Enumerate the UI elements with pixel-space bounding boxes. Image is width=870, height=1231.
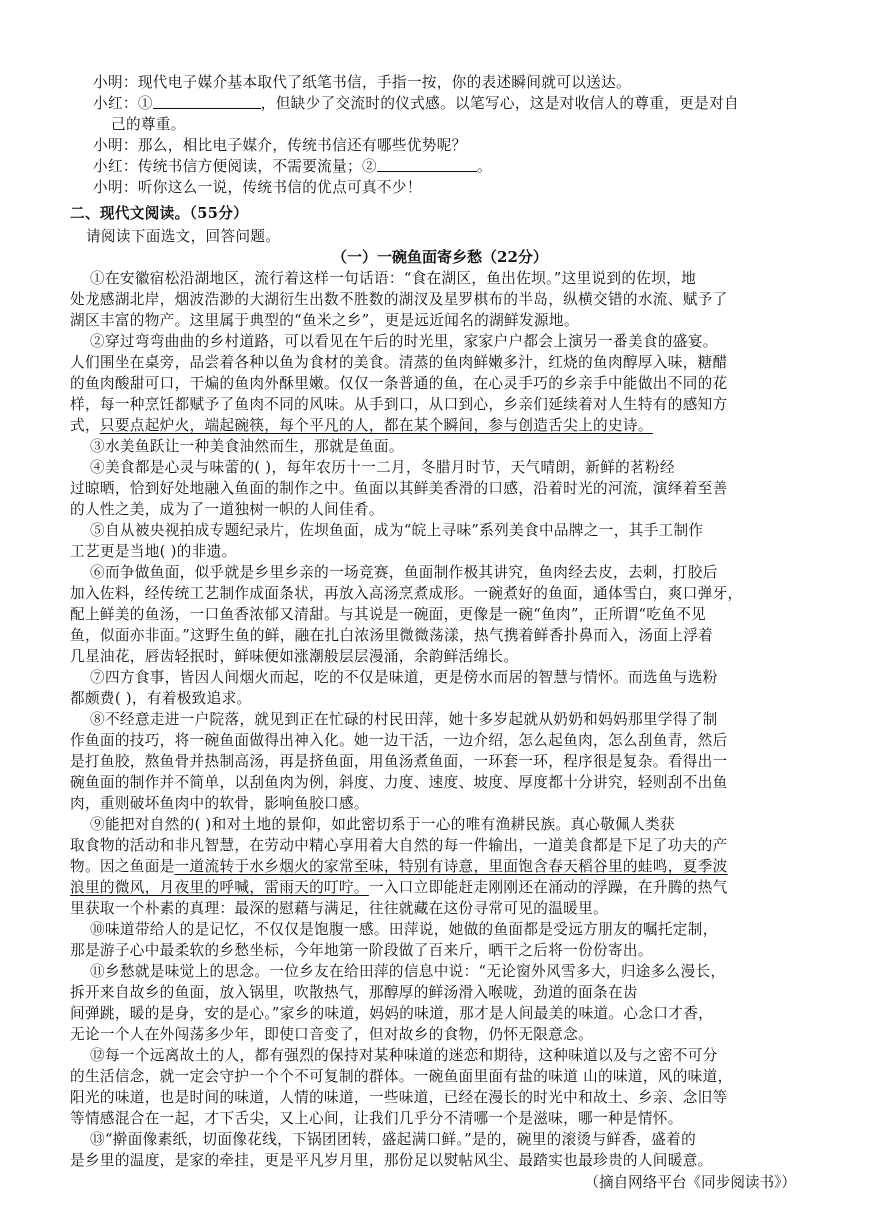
article-line: ⑬“擀面像素纸，切面像花线，下锅团团转，盛起满口鲜。”是的，碗里的滚烫与鲜香，盛着的 [90,1131,697,1148]
article-line: 几星油花，唇齿轻抿时，鲜味便如涨潮般层层漫涌，余韵鲜活绵长。 [70,648,519,665]
article-line: 无论一个人在外闯荡多少年，即使口音变了，但对故乡的食物，仍怀无限意念。 [70,1026,594,1043]
article-line: ⑧不经意走进一户院落，就见到正在忙碌的村民田萍，她十多岁起就从奶奶和妈妈那里学得了制 [90,711,718,728]
dialogue-line-6: 小明：听你这么一说，传统书信的优点可真不少！ [93,179,422,196]
article-line: 湖区丰富的物产。这里属于典型的“鱼米之乡”，更是远近闻名的湖鲜发源地。 [70,312,579,329]
instruction: 请阅读下面选文，回答问题。 [86,228,281,245]
article-line-underlined [70,877,810,898]
article-line-underlined [70,415,810,436]
dialogue-line-5 [93,156,833,177]
dialogue-line-2 [93,93,833,114]
article-line: ⑤自从被央视拍成专题纪录片，佐坝鱼面，成为“皖上寻味”系列美食中品牌之一，其手工制作 [90,522,704,539]
article-line: ⑥而争做鱼面，似乎就是乡里乡亲的一场竞赛，鱼面制作极其讲究，鱼肉经去皮，去刺，打胶后 [90,564,718,581]
dialogue-speaker-text: 小红：① [93,95,153,112]
article-line: 加入佐料，经传统工艺制作成面条状，再放入高汤烹煮成形。一碗煮好的鱼面，通体雪白，爽口弹牙， [70,585,743,602]
article-line: ⑩味道带给人的是记忆，不仅仅是饱腹一感。田萍说，她做的鱼面都是受远方朋友的嘱托定制， [90,921,718,938]
dialogue-end: 。 [476,158,492,175]
article-line: 人们围坐在桌旁，品尝着各种以鱼为食材的美食。清蒸的鱼肉鲜嫩多汁，红烧的鱼肉醇厚入味，糖醋 [70,354,728,371]
underlined-sentence-1: 只要点起炉火，端起碗筷，每个平凡的人，都在某个瞬间，参与创造舌尖上的史诗。 [99,417,653,434]
article-line: 里获取一个朴素的真理：最深的慰藉与满足，往往就藏在这份寻常可见的温暖里。 [70,900,608,917]
article-line: 肉，重则破坏鱼肉中的软骨，影响鱼胶口感。 [70,795,369,812]
article-line: ⑦四方食事，皆因人间烟火而起，吃的不仅是味道，更是傍水而居的智慧与情怀。而选鱼与选粉 [90,669,718,686]
article-text: 一入口立即能赶走刚刚还在涌动的浮躁，在升腾的热气 [368,879,728,896]
article-line: 工艺更是当地( )的非遗。 [70,543,237,560]
article-title: （一）一碗鱼面寄乡愁（22分） [332,248,548,266]
dialogue-speaker-text: 小红：传统书信方便阅读，不需要流量；② [93,158,377,175]
article-line: 作鱼面的技巧，将一碗鱼面做得出神入化。她一边干活，一边介绍，怎么起鱼肉，怎么刮鱼青，然后 [70,732,728,749]
article-line: ⑪乡愁就是味觉上的思念。一位乡友在给田萍的信息中说：“无论窗外风雪多大，归途多么漫长， [90,963,726,980]
answer-blank-2[interactable] [377,156,477,172]
dialogue-line-3: 己的尊重。 [111,116,186,133]
source-citation: （摘自网络平台《同步阅读书》） [584,1174,796,1191]
article-text: 物。因之鱼面是 [70,858,175,875]
article-line: ④美食都是心灵与味蕾的( )，每年农历十一二月，冬腊月时节，天气晴朗，新鲜的茗粉经 [90,459,675,476]
article-line: 的人性之美，成为了一道独树一帜的人间佳肴。 [70,501,384,518]
article-line: ②穿过弯弯曲曲的乡村道路，可以看见在午后的时光里，家家户户都会上演另一番美食的盛宴。 [90,333,718,350]
article-line: 配上鲜美的鱼汤，一口鱼香浓郁又清甜。与其说是一碗面，更像是一碗“鱼肉”，正所谓“吃鱼不见 [70,606,707,623]
article-line: 阳光的味道，也是时间的味道，人情的味道，一些味道，已经在漫长的时光中和故土、乡亲、念旧等 [70,1089,728,1106]
article-line: 拆开来自故乡的鱼面，放入锅里，吹散热气，那醇厚的鲜汤滑入喉咙，劲道的面条在齿 [70,984,638,1001]
article-line: ③水美鱼跃让一种美食油然而生，那就是鱼面。 [90,438,404,455]
underlined-sentence-2-cont: 浪里的微风，月夜里的呼喊，雷雨天的叮咛。 [70,879,369,896]
article-line: 鱼，似面亦非面。”这野生鱼的鲜，融在扎白浓汤里微微荡漾，热气携着鲜香扑鼻而入，汤面上浮着 [70,627,714,644]
article-line: 那是游子心中最柔软的乡愁坐标，今年地第一阶段做了百来斤，晒干之后将一份份寄出。 [70,942,653,959]
article-line: ⑫每一个远离故土的人，都有强烈的保持对某种味道的迷恋和期待，这种味道以及与之密不可分 [90,1047,718,1064]
article-line: 是打鱼胶，熬鱼骨并热制高汤，再是挤鱼面，用鱼汤煮鱼面，一环套一环，程序很是复杂。看得出一 [70,753,728,770]
article-line: 等情感混合在一起，才下舌尖，又上心间，让我们几乎分不清哪一个是滋味，哪一种是情怀。 [70,1110,683,1127]
article-line: 取食物的活动和非凡智慧，在劳动中精心享用着大自然的每一件输出，一道美食都是下足了功夫的产 [70,837,728,854]
article-line: ①在安徽宿松沿湖地区，流行着这样一句话语：“食在湖区，鱼出佐坝。”这里说到的佐坝，地 [90,270,697,287]
article-line: 样，每一种烹饪都赋予了鱼肉不同的风味。从手到口，从口到心，乡亲们延续着对人生特有的感知方 [70,396,728,413]
article-line-underlined [70,856,810,877]
article-line: 的鱼肉酸甜可口，干煸的鱼肉外酥里嫩。仅仅一条普通的鱼，在心灵手巧的乡亲手中能做出不同的花 [70,375,728,392]
article-line: ⑨能把对自然的( )和对土地的景仰，如此密切系于一心的唯有渔耕民族。真心敬佩人类获 [90,816,675,833]
dialogue-text: ，但缺少了交流时的仪式感。以笔写心，这是对收信人的尊重，更是对自 [260,95,739,112]
section-heading: 二、现代文阅读。（55分） [70,205,249,222]
dialogue-line-1: 小明：现代电子媒介基本取代了纸笔书信，手指一按，你的表述瞬间就可以送达。 [93,74,631,91]
article-line: 的生活信念，就一定会守护一个个不可复制的群体。一碗鱼面里面有盐的味道 山的味道，风的味道， [70,1068,733,1085]
answer-blank-1[interactable] [153,93,261,109]
article-line: 都颇费( )，有着极致追求。 [70,690,252,707]
article-line: 间弹跳，暖的是身，安的是心。”家乡的味道，妈妈的味道，那才是人间最美的味道。心念口才香， [70,1005,714,1022]
article-text: 式， [70,417,100,434]
article-line: 是乡里的温度，是家的牵挂，更是平凡岁月里，那份足以熨帖风尘、最踏实也最珍贵的人间暖意。 [70,1152,713,1169]
article-line: 碗鱼面的制作并不简单，以刮鱼肉为例，斜度、力度、速度、坡度、厚度都十分讲究，轻则刮不出鱼 [70,774,728,791]
underlined-sentence-2: 一道流转于水乡烟火的家常至味，特别有诗意，里面饱含春天稻谷里的蛙鸣，夏季波 [174,858,728,875]
dialogue-line-4: 小明：那么，相比电子媒介，传统书信还有哪些优势呢？ [93,137,467,154]
article-line: 处龙感湖北岸，烟波浩渺的大湖衍生出数不胜数的湖汊及星罗棋布的半岛，纵横交错的水流、赋予了 [70,291,728,308]
article-line: 过晾晒，恰到好处地融入鱼面的制作之中。鱼面以其鲜美香滑的口感，沿着时光的河流，演绎着至善 [70,480,728,497]
